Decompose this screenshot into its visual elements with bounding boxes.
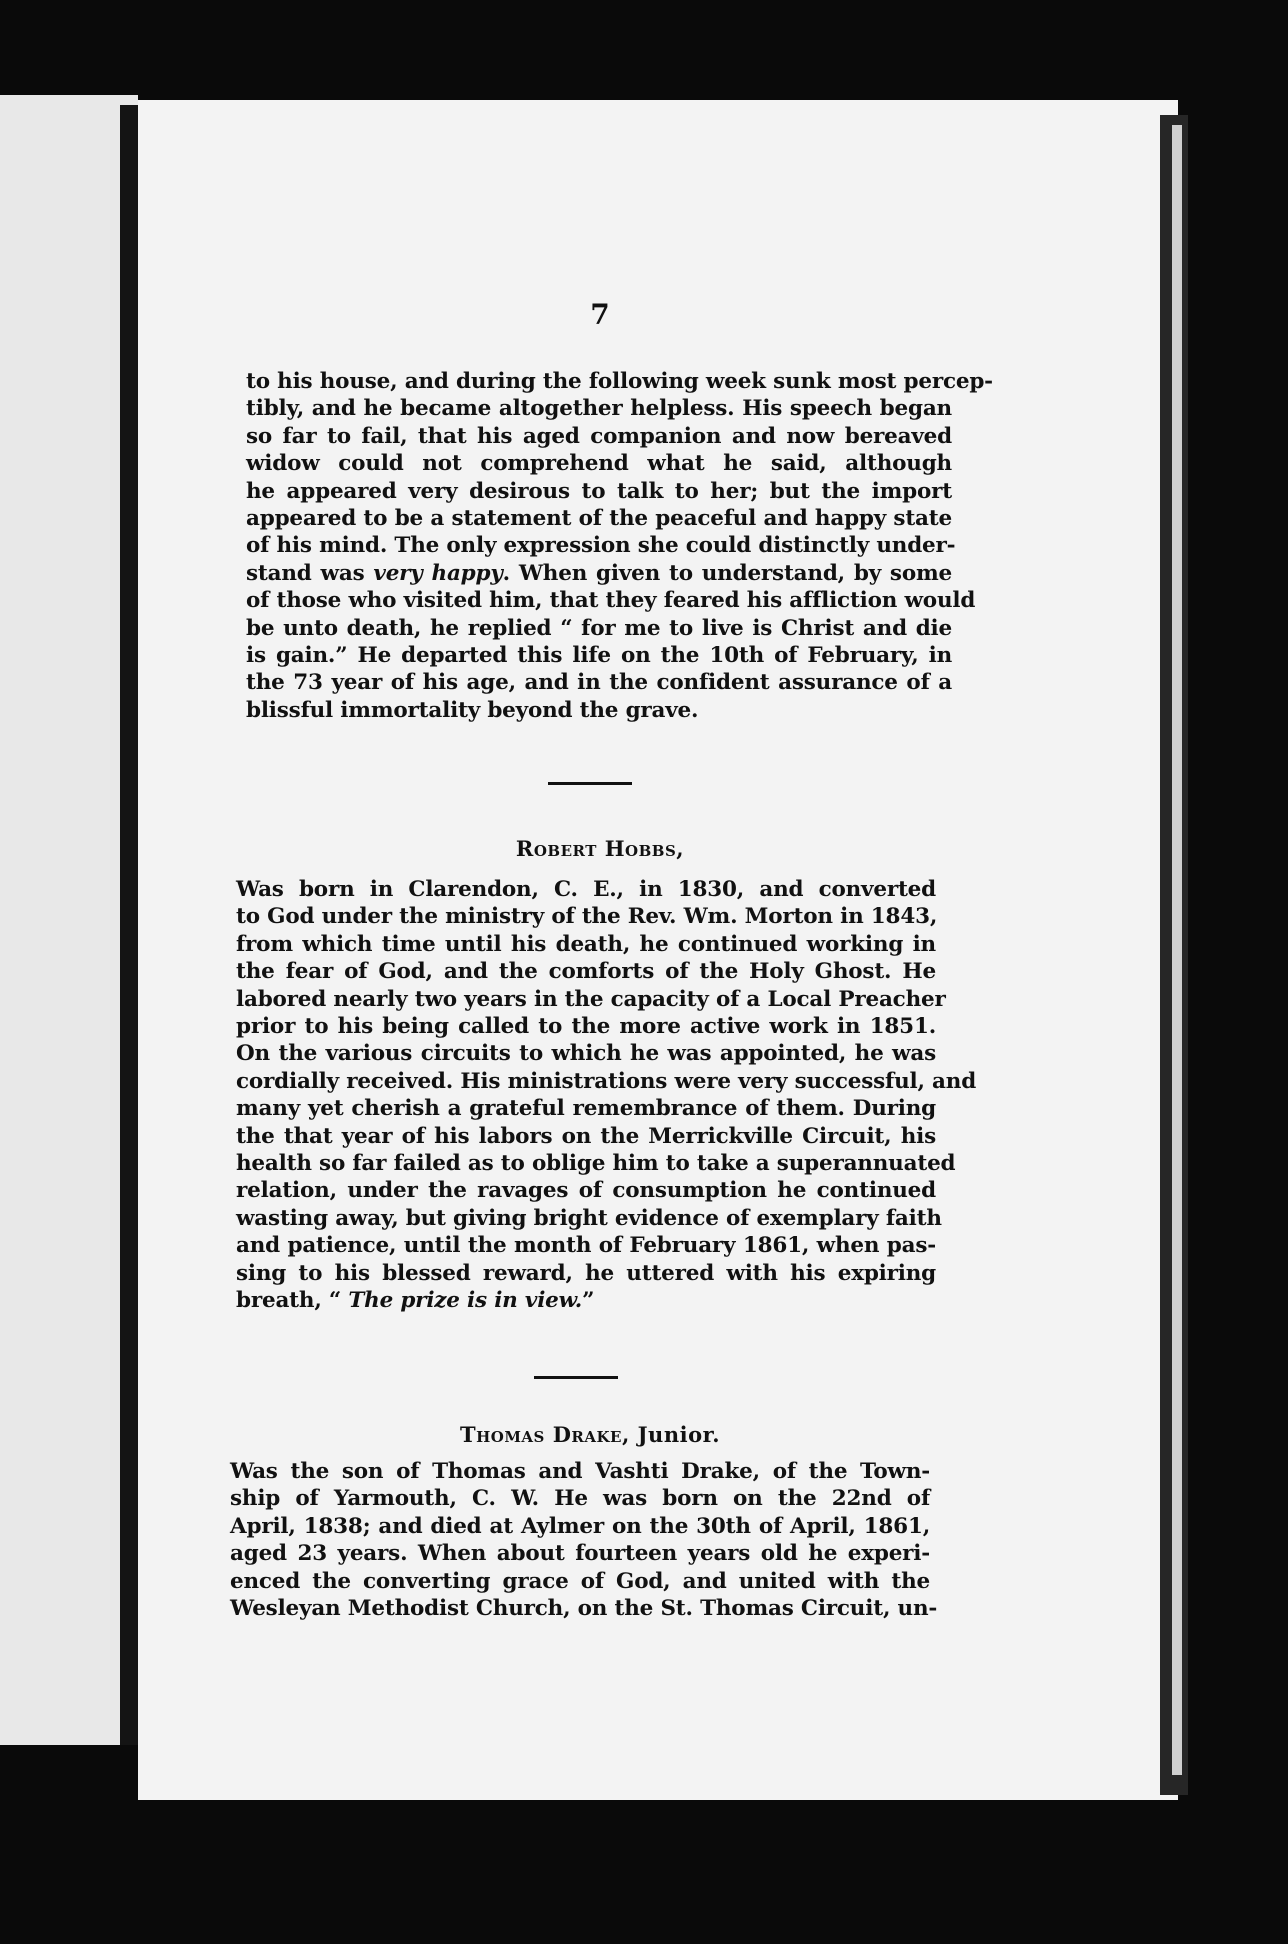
text-line: so far to fail, that his aged companion and now bereaved bbox=[246, 423, 952, 449]
text-line: the 73 year of his age, and in the confident assurance of a bbox=[246, 670, 952, 696]
text-line: from which time until his death, he continued working in bbox=[236, 931, 936, 957]
paragraph-continuation bbox=[246, 368, 993, 724]
text-line-with-italic: breath, “ The prize is in view.” bbox=[236, 1288, 595, 1314]
text-line: he appeared very desirous to talk to her; but the import bbox=[246, 478, 952, 504]
page-number: 7 bbox=[590, 298, 610, 331]
text-line: cordially received. His ministrations were very successful, and bbox=[236, 1068, 977, 1094]
text-line: tibly, and he became altogether helpless. His speech began bbox=[246, 396, 952, 422]
paragraph-thomas-drake bbox=[230, 1458, 938, 1622]
text-line: appeared to be a statement of the peaceful and happy state bbox=[246, 506, 952, 532]
text-line: Was born in Clarendon, C. E., in 1830, and converted bbox=[236, 877, 936, 902]
text-line: to God under the ministry of the Rev. Wm. Morton in 1843, bbox=[236, 904, 938, 930]
text-line: ship of Yarmouth, C. W. He was born on the 22nd of bbox=[230, 1486, 930, 1512]
section-divider bbox=[534, 1376, 618, 1379]
text-line: enced the converting grace of God, and united with the bbox=[230, 1568, 930, 1594]
text-line: Was the son of Thomas and Vashti Drake, of the Town- bbox=[230, 1459, 930, 1484]
text-line: labored nearly two years in the capacity of a Local Preacher bbox=[236, 986, 946, 1012]
text-line: April, 1838; and died at Aylmer on the 30th of April, 1861, bbox=[230, 1513, 930, 1539]
text-line: is gain.” He departed this life on the 10th of February, in bbox=[246, 643, 952, 669]
text-line: On the various circuits to which he was appointed, he was bbox=[236, 1041, 936, 1067]
right-page-edge bbox=[1172, 125, 1182, 1775]
text-line: be unto death, he replied “ for me to live is Christ and die bbox=[246, 615, 952, 641]
text-line: Wesleyan Methodist Church, on the St. Thomas Circuit, un- bbox=[230, 1596, 938, 1622]
text-line: the fear of God, and the comforts of the Holy Ghost. He bbox=[236, 959, 936, 985]
heading-name: Thomas Drake, bbox=[459, 1422, 630, 1447]
text-line: aged 23 years. When about fourteen years old he experi- bbox=[230, 1541, 930, 1567]
facing-page-edge bbox=[0, 95, 138, 1745]
heading-suffix: Junior. bbox=[637, 1422, 721, 1447]
text-line-with-italic: stand was very happy. When given to understand, by some bbox=[246, 560, 952, 586]
text-line: of his mind. The only expression she could distinctly under- bbox=[246, 533, 956, 559]
book-gutter bbox=[120, 105, 138, 1745]
text-line: many yet cherish a grateful remembrance of them. During bbox=[236, 1096, 936, 1122]
text-line: relation, under the ravages of consumption he continued bbox=[236, 1178, 936, 1204]
paragraph-robert-hobbs bbox=[236, 876, 977, 1315]
text-line: the that year of his labors on the Merrickville Circuit, his bbox=[236, 1123, 936, 1149]
section-divider bbox=[548, 782, 632, 785]
text-line: wasting away, but giving bright evidence of exemplary faith bbox=[236, 1205, 942, 1231]
text-line: sing to his blessed reward, he uttered with his expiring bbox=[236, 1260, 936, 1286]
text-line: of those who visited him, that they feared his affliction would bbox=[246, 588, 976, 614]
text-line: prior to his being called to the more active work in 1851. bbox=[236, 1014, 936, 1040]
text-line: blissful immortality beyond the grave. bbox=[246, 697, 699, 723]
section-heading-robert-hobbs: Robert Hobbs, bbox=[515, 836, 685, 861]
text-line: widow could not comprehend what he said, although bbox=[246, 451, 952, 477]
text-line: health so far failed as to oblige him to take a superannuated bbox=[236, 1151, 956, 1177]
text-line: to his house, and during the following week sunk most percep- bbox=[246, 369, 993, 394]
text-line: and patience, until the month of February 1861, when pas- bbox=[236, 1233, 936, 1259]
section-heading-thomas-drake bbox=[400, 1422, 780, 1447]
